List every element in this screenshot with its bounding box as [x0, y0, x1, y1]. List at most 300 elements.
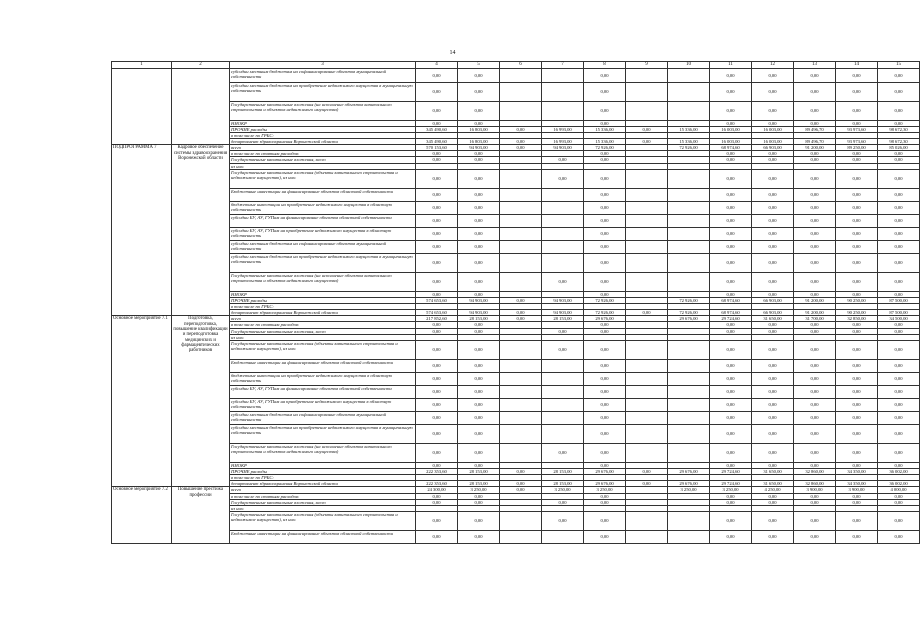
value-cell: 0,00 — [794, 424, 836, 443]
expense-label-cell: субсидии местным бюджетам на софинансирование объектов муниципальной собственности — [230, 68, 416, 82]
value-cell: 0,00 — [752, 499, 794, 505]
value-cell — [542, 82, 584, 101]
table-row — [112, 68, 920, 82]
value-cell — [668, 424, 710, 443]
value-cell: 0,00 — [710, 511, 752, 530]
value-cell: 32 860,00 — [794, 481, 836, 487]
value-cell: 0,00 — [752, 227, 794, 240]
value-cell — [500, 372, 542, 385]
value-cell: 0,00 — [878, 272, 920, 291]
value-cell: 222 353,60 — [416, 481, 458, 487]
value-cell: 0,00 — [836, 499, 878, 505]
value-cell — [626, 101, 668, 120]
value-cell: 0,00 — [878, 227, 920, 240]
value-cell: 0,00 — [794, 291, 836, 297]
value-cell: 0,00 — [794, 511, 836, 530]
value-cell — [626, 340, 668, 359]
expense-label-cell: в том числе по статьям расходов: — [230, 493, 416, 499]
value-cell: 0,00 — [584, 151, 626, 157]
expense-label-cell: всего — [230, 487, 416, 493]
expense-label-cell: бюджетные инвестиции на приобретение недвижимого имущества в областную собственность — [230, 201, 416, 214]
value-cell: 0,00 — [710, 157, 752, 163]
value-cell: 0,00 — [836, 530, 878, 543]
table-row — [112, 340, 920, 359]
value-cell: 0,00 — [416, 101, 458, 120]
value-cell: 0,00 — [458, 157, 500, 163]
header-cell: 6 — [500, 62, 542, 69]
value-cell — [500, 240, 542, 253]
value-cell — [500, 82, 542, 101]
table-row — [112, 398, 920, 411]
expense-label-cell: Государственные капитальные вложения, всего — [230, 157, 416, 163]
header-cell: 12 — [752, 62, 794, 69]
value-cell: 0,00 — [710, 101, 752, 120]
table-row — [112, 214, 920, 227]
value-cell — [542, 359, 584, 372]
value-cell: 0,00 — [542, 272, 584, 291]
value-cell: 0,00 — [416, 201, 458, 214]
value-cell: 0,00 — [878, 340, 920, 359]
value-cell: 0,00 — [794, 201, 836, 214]
value-cell: 0,00 — [878, 157, 920, 163]
value-cell: 0,00 — [752, 443, 794, 462]
expense-label-cell: департамент здравоохранения Воронежской области — [230, 310, 416, 316]
value-cell: 0,00 — [500, 145, 542, 151]
value-cell: 0,00 — [710, 530, 752, 543]
value-cell: 29 724,60 — [710, 481, 752, 487]
value-cell — [668, 411, 710, 424]
value-cell: 0,00 — [836, 240, 878, 253]
table-row — [112, 530, 920, 543]
value-cell: 3 250,00 — [542, 487, 584, 493]
value-cell: 0,00 — [500, 139, 542, 145]
header-cell: 13 — [794, 62, 836, 69]
value-cell — [668, 82, 710, 101]
value-cell: 0,00 — [836, 151, 878, 157]
expense-label-cell: субсидии местным бюджетам на приобретение недвижимого имущества в муниципальную собственность — [230, 424, 416, 443]
value-cell: 0,00 — [752, 214, 794, 227]
program-code-cell: Основное мероприятие 7.2 — [112, 487, 172, 544]
value-cell — [542, 214, 584, 227]
value-cell — [626, 424, 668, 443]
value-cell — [542, 253, 584, 272]
expense-label-cell: всего — [230, 145, 416, 151]
value-cell: 93 973,60 — [836, 139, 878, 145]
value-cell: 16 003,00 — [710, 139, 752, 145]
value-cell — [500, 169, 542, 188]
value-cell: 0,00 — [752, 398, 794, 411]
table-row — [112, 240, 920, 253]
value-cell: 0,00 — [542, 499, 584, 505]
value-cell — [542, 188, 584, 201]
value-cell: 0,00 — [752, 424, 794, 443]
value-cell: 29 676,00 — [668, 316, 710, 322]
value-cell: 0,00 — [458, 328, 500, 334]
header-cell: 11 — [710, 62, 752, 69]
value-cell: 0,00 — [794, 101, 836, 120]
table-row — [112, 227, 920, 240]
value-cell: 0,00 — [584, 462, 626, 468]
value-cell: 29 676,00 — [668, 468, 710, 474]
value-cell: 0,00 — [416, 151, 458, 157]
expense-label-cell: в том числе по статьям расходов: — [230, 322, 416, 328]
value-cell — [626, 530, 668, 543]
value-cell: 0,00 — [458, 188, 500, 201]
value-cell: 66 903,00 — [752, 297, 794, 303]
header-cell: 7 — [542, 62, 584, 69]
value-cell: 91 200,00 — [794, 297, 836, 303]
value-cell: 0,00 — [710, 169, 752, 188]
value-cell — [626, 240, 668, 253]
value-cell: 0,00 — [878, 511, 920, 530]
value-cell: 0,00 — [416, 68, 458, 82]
value-cell: 0,00 — [878, 214, 920, 227]
expense-label-cell: всего — [230, 316, 416, 322]
value-cell: 87 500,00 — [878, 310, 920, 316]
value-cell: 0,00 — [878, 424, 920, 443]
value-cell: 0,00 — [416, 530, 458, 543]
expense-label-cell: Государственные капитальные вложения (на исполнение объектов капитального строительства и объектов недвижимого имущества) — [230, 443, 416, 462]
expense-label-cell: субсидии местным бюджетам на приобретение недвижимого имущества в муниципальную собственность — [230, 82, 416, 101]
value-cell: 0,00 — [878, 188, 920, 201]
value-cell — [542, 385, 584, 398]
value-cell — [542, 227, 584, 240]
value-cell: 28 153,00 — [458, 481, 500, 487]
value-cell: 85 026,00 — [878, 145, 920, 151]
value-cell: 0,00 — [458, 359, 500, 372]
value-cell: 0,00 — [458, 272, 500, 291]
value-cell: 89 250,00 — [836, 145, 878, 151]
expense-label-cell: Бюджетные инвестиции на финансирование объектов областной собственности — [230, 359, 416, 372]
value-cell: 0,00 — [710, 68, 752, 82]
value-cell: 89 496,70 — [794, 139, 836, 145]
value-cell: 0,00 — [794, 322, 836, 328]
value-cell: 0,00 — [416, 493, 458, 499]
value-cell — [500, 411, 542, 424]
value-cell: 345 490,60 — [416, 139, 458, 145]
value-cell: 0,00 — [584, 157, 626, 163]
value-cell: 0,00 — [710, 398, 752, 411]
value-cell: 91 200,00 — [794, 145, 836, 151]
value-cell: 94 903,00 — [458, 145, 500, 151]
value-cell: 0,00 — [542, 443, 584, 462]
expense-label-cell: НИОКР — [230, 291, 416, 297]
value-cell: 0,00 — [794, 462, 836, 468]
value-cell: 0,00 — [416, 120, 458, 126]
value-cell: 72 926,00 — [668, 310, 710, 316]
header-cell: 5 — [458, 62, 500, 69]
value-cell: 0,00 — [710, 493, 752, 499]
header-cell: 14 — [836, 62, 878, 69]
header-cell: 4 — [416, 62, 458, 69]
expense-label-cell: в том числе по ГРБС: — [230, 304, 416, 310]
value-cell: 0,00 — [878, 151, 920, 157]
value-cell: 0,00 — [500, 487, 542, 493]
value-cell: 0,00 — [878, 291, 920, 297]
value-cell: 0,00 — [458, 462, 500, 468]
value-cell — [626, 214, 668, 227]
table-row — [112, 411, 920, 424]
value-cell: 0,00 — [710, 227, 752, 240]
value-cell: 16 803,00 — [458, 139, 500, 145]
value-cell: 0,00 — [458, 424, 500, 443]
value-cell: 0,00 — [878, 530, 920, 543]
value-cell: 0,00 — [416, 385, 458, 398]
value-cell: 0,00 — [836, 424, 878, 443]
value-cell: 0,00 — [878, 322, 920, 328]
value-cell — [626, 227, 668, 240]
value-cell: 0,00 — [416, 359, 458, 372]
value-cell: 24 300,00 — [416, 487, 458, 493]
value-cell: 0,00 — [836, 227, 878, 240]
value-cell — [500, 530, 542, 543]
value-cell — [500, 340, 542, 359]
value-cell: 0,00 — [416, 272, 458, 291]
value-cell: 0,00 — [584, 68, 626, 82]
value-cell — [500, 253, 542, 272]
value-cell — [626, 82, 668, 101]
expense-label-cell: Государственные капитальные вложения (объекты капитального строительства и недвижимое имущество), из них: — [230, 340, 416, 359]
value-cell: 0,00 — [752, 240, 794, 253]
value-cell: 29 724,60 — [710, 468, 752, 474]
value-cell: 0,00 — [752, 82, 794, 101]
value-cell: 0,00 — [710, 82, 752, 101]
value-cell — [626, 188, 668, 201]
value-cell: 0,00 — [752, 169, 794, 188]
value-cell — [626, 359, 668, 372]
value-cell: 28 153,00 — [458, 468, 500, 474]
value-cell: 0,00 — [458, 411, 500, 424]
value-cell: 0,00 — [836, 340, 878, 359]
value-cell: 0,00 — [794, 214, 836, 227]
value-cell — [542, 398, 584, 411]
value-cell: 0,00 — [458, 291, 500, 297]
value-cell: 345 490,60 — [416, 126, 458, 132]
value-cell: 72 926,00 — [668, 145, 710, 151]
value-cell — [668, 214, 710, 227]
table-row — [112, 188, 920, 201]
value-cell: 0,00 — [794, 240, 836, 253]
value-cell — [626, 511, 668, 530]
value-cell: 0,00 — [584, 201, 626, 214]
value-cell: 0,00 — [794, 272, 836, 291]
value-cell: 0,00 — [878, 499, 920, 505]
value-cell: 0,00 — [584, 227, 626, 240]
program-title-cell: Подготовка, переподготовка, повышение квалификации и переподготовка медицинских и фармацевтических работников — [172, 316, 230, 487]
value-cell: 0,00 — [878, 82, 920, 101]
value-cell: 0,00 — [416, 227, 458, 240]
value-cell: 0,00 — [458, 493, 500, 499]
program-title-cell — [172, 68, 230, 145]
value-cell: 0,00 — [416, 188, 458, 201]
value-cell: 0,00 — [836, 328, 878, 334]
value-cell: 0,00 — [752, 120, 794, 126]
value-cell: 0,00 — [752, 340, 794, 359]
value-cell: 0,00 — [416, 291, 458, 297]
value-cell: 94 903,00 — [542, 310, 584, 316]
value-cell: 91 200,00 — [794, 310, 836, 316]
value-cell: 0,00 — [710, 272, 752, 291]
value-cell: 0,00 — [752, 511, 794, 530]
value-cell: 0,00 — [710, 372, 752, 385]
table-row — [112, 385, 920, 398]
value-cell: 87 500,00 — [878, 297, 920, 303]
program-code-cell: ПОДПРОГРАММА 7 — [112, 145, 172, 316]
value-cell: 0,00 — [752, 188, 794, 201]
expense-label-cell: субсидии БУ, АУ, ГУПам на приобретение недвижимого имущества в областную собственность — [230, 398, 416, 411]
value-cell — [668, 253, 710, 272]
value-cell: 0,00 — [836, 82, 878, 101]
value-cell: 0,00 — [584, 82, 626, 101]
value-cell: 0,00 — [752, 101, 794, 120]
value-cell: 0,00 — [836, 291, 878, 297]
value-cell — [542, 372, 584, 385]
value-cell: 0,00 — [752, 328, 794, 334]
value-cell: 89 496,70 — [794, 126, 836, 132]
value-cell: 15 336,00 — [584, 126, 626, 132]
header-row — [112, 62, 920, 69]
header-cell: 10 — [668, 62, 710, 69]
value-cell: 0,00 — [836, 359, 878, 372]
expense-label-cell: субсидии БУ, АУ, ГУПам на финансирование объектов областной собственности — [230, 214, 416, 227]
value-cell — [626, 398, 668, 411]
value-cell: 0,00 — [626, 481, 668, 487]
value-cell: 0,00 — [878, 443, 920, 462]
value-cell — [500, 227, 542, 240]
value-cell: 0,00 — [878, 411, 920, 424]
value-cell: 0,00 — [458, 169, 500, 188]
value-cell: 0,00 — [710, 291, 752, 297]
value-cell: 0,00 — [836, 493, 878, 499]
table-row — [112, 169, 920, 188]
value-cell: 0,00 — [836, 322, 878, 328]
value-cell: 0,00 — [458, 68, 500, 82]
value-cell: 16 003,00 — [752, 139, 794, 145]
table-row — [112, 82, 920, 101]
value-cell: 0,00 — [458, 398, 500, 411]
value-cell: 0,00 — [458, 253, 500, 272]
value-cell: 3 900,00 — [836, 487, 878, 493]
expense-label-cell: Государственные капитальные вложения (на исполнение объектов капитального строительства и объектов недвижимого имущества) — [230, 272, 416, 291]
value-cell: 3 250,00 — [710, 487, 752, 493]
value-cell — [500, 272, 542, 291]
value-cell: 66 903,00 — [752, 145, 794, 151]
value-cell — [500, 511, 542, 530]
value-cell: 0,00 — [836, 201, 878, 214]
value-cell: 3 250,00 — [668, 487, 710, 493]
value-cell: 0,00 — [584, 169, 626, 188]
expense-label-cell: субсидии местным бюджетам на софинансирование объектов муниципальной собственности — [230, 411, 416, 424]
value-cell: 0,00 — [458, 372, 500, 385]
value-cell: 0,00 — [584, 385, 626, 398]
value-cell: 0,00 — [710, 424, 752, 443]
value-cell — [500, 385, 542, 398]
value-cell: 72 926,00 — [584, 297, 626, 303]
value-cell: 0,00 — [584, 188, 626, 201]
value-cell: 93 973,60 — [836, 126, 878, 132]
value-cell: 0,00 — [500, 310, 542, 316]
value-cell: 0,00 — [710, 240, 752, 253]
expense-label-cell: департамент здравоохранения Воронежской области — [230, 481, 416, 487]
value-cell: 16 003,00 — [752, 126, 794, 132]
value-cell: 0,00 — [584, 253, 626, 272]
value-cell — [626, 169, 668, 188]
value-cell: 90 250,00 — [836, 297, 878, 303]
value-cell — [500, 188, 542, 201]
value-cell: 0,00 — [458, 240, 500, 253]
value-cell: 4 000,00 — [878, 487, 920, 493]
value-cell: 0,00 — [416, 499, 458, 505]
value-cell: 3 250,00 — [458, 487, 500, 493]
value-cell: 0,00 — [458, 227, 500, 240]
value-cell: 94 903,00 — [458, 310, 500, 316]
expense-label-cell: субсидии местным бюджетам на приобретение недвижимого имущества в муниципальную собственность — [230, 253, 416, 272]
value-cell: 0,00 — [458, 120, 500, 126]
value-cell: 0,00 — [584, 291, 626, 297]
value-cell: 0,00 — [836, 272, 878, 291]
value-cell: 28 153,00 — [542, 468, 584, 474]
value-cell: 0,00 — [710, 214, 752, 227]
value-cell: 0,00 — [836, 68, 878, 82]
table-row — [112, 359, 920, 372]
value-cell: 36 002,00 — [878, 481, 920, 487]
value-cell: 0,00 — [458, 151, 500, 157]
value-cell: 32 860,00 — [794, 468, 836, 474]
value-cell: 0,00 — [458, 340, 500, 359]
value-cell: 36 002,00 — [878, 468, 920, 474]
value-cell: 0,00 — [878, 359, 920, 372]
value-cell: 0,00 — [584, 120, 626, 126]
expense-label-cell: НИОКР — [230, 120, 416, 126]
value-cell: 0,00 — [500, 316, 542, 322]
value-cell: 32 850,00 — [836, 316, 878, 322]
table-row — [112, 101, 920, 120]
value-cell: 66 903,00 — [752, 310, 794, 316]
value-cell: 0,00 — [584, 340, 626, 359]
value-cell: 0,00 — [710, 443, 752, 462]
value-cell: 0,00 — [836, 157, 878, 163]
value-cell: 0,00 — [710, 411, 752, 424]
expense-label-cell: Бюджетные инвестиции на финансирование объектов областной собственности — [230, 530, 416, 543]
value-cell: 34 350,00 — [836, 481, 878, 487]
value-cell: 0,00 — [416, 411, 458, 424]
value-cell — [500, 443, 542, 462]
value-cell — [626, 372, 668, 385]
value-cell — [668, 372, 710, 385]
value-cell: 0,00 — [416, 372, 458, 385]
value-cell: 0,00 — [752, 372, 794, 385]
value-cell: 0,00 — [584, 411, 626, 424]
value-cell: 0,00 — [794, 120, 836, 126]
value-cell: 16 993,00 — [542, 139, 584, 145]
expense-label-cell: в том числе по ГРБС: — [230, 475, 416, 481]
value-cell: 0,00 — [458, 499, 500, 505]
value-cell: 0,00 — [584, 214, 626, 227]
value-cell: 0,00 — [710, 151, 752, 157]
value-cell: 31 650,00 — [752, 481, 794, 487]
value-cell: 0,00 — [416, 253, 458, 272]
value-cell: 0,00 — [584, 398, 626, 411]
value-cell: 0,00 — [794, 530, 836, 543]
value-cell: 0,00 — [710, 340, 752, 359]
value-cell — [668, 68, 710, 82]
expense-label-cell: в том числе по ГРБС: — [230, 132, 416, 138]
value-cell: 31 700,00 — [794, 316, 836, 322]
value-cell — [500, 359, 542, 372]
value-cell: 0,00 — [626, 139, 668, 145]
value-cell: 0,00 — [752, 462, 794, 468]
value-cell: 0,00 — [878, 462, 920, 468]
